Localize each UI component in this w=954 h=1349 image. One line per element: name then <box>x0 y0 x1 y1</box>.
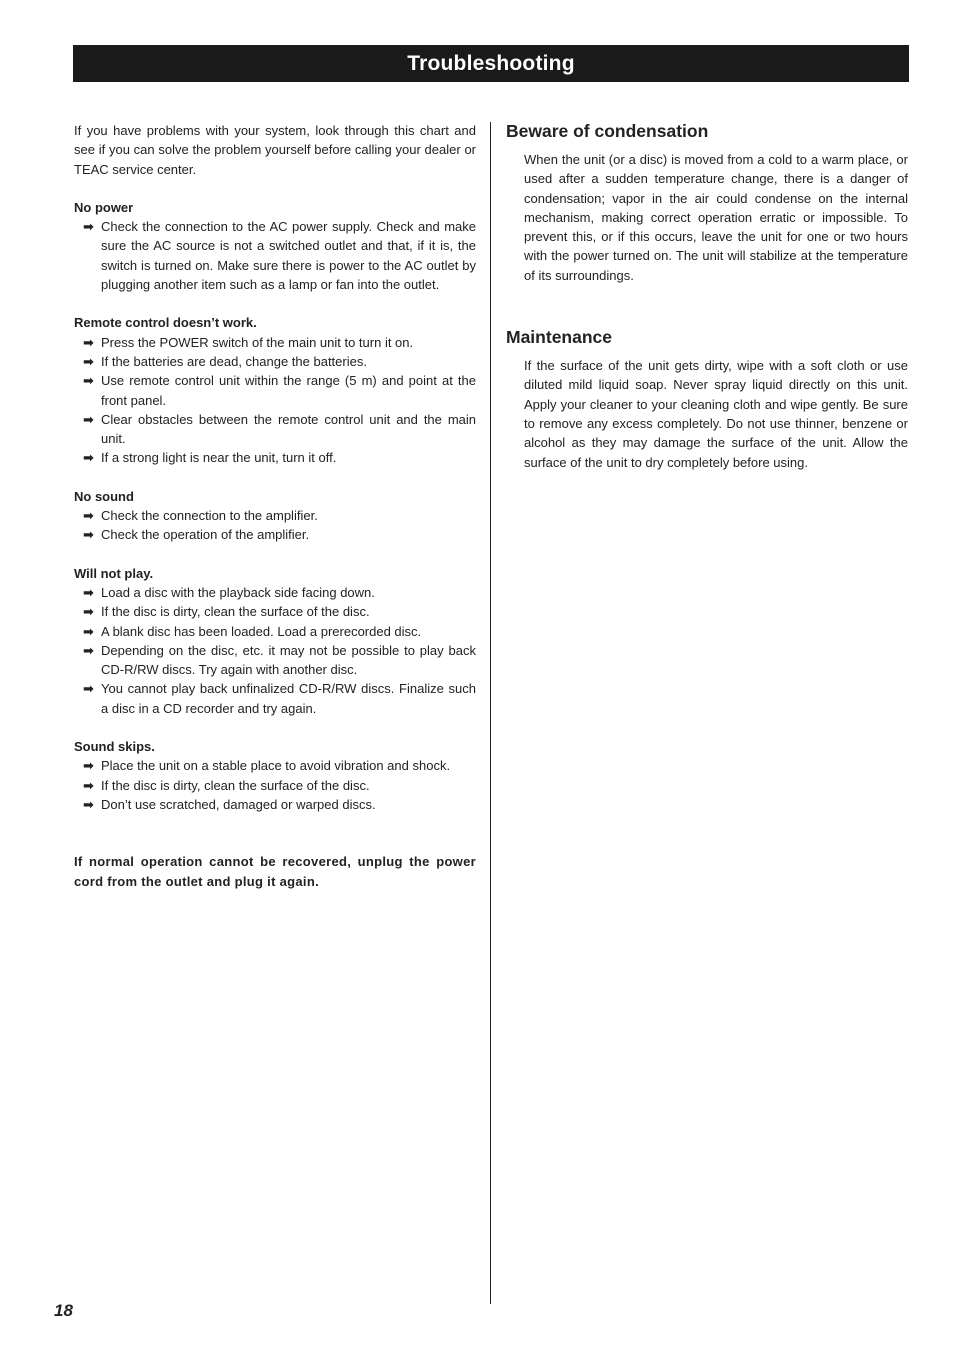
section-condensation <box>506 119 908 285</box>
arrow-right-icon: ➡ <box>83 450 94 466</box>
section-heading: Maintenance <box>506 327 612 348</box>
section-sound-skips <box>74 737 476 814</box>
section-maintenance <box>506 325 908 472</box>
care-column <box>506 119 908 512</box>
page-title-bar <box>73 45 909 82</box>
list-item: ➡ If the disc is dirty, clean the surface of the disc. <box>74 602 476 621</box>
list-item: ➡ Place the unit on a stable place to avoid vibration and shock. <box>74 756 476 775</box>
section-title: Will not play. <box>74 565 154 581</box>
list-item: ➡ Load a disc with the playback side facing down. <box>74 583 476 602</box>
list-item: ➡ Check the connection to the AC power supply. Check and make sure the AC source is not a switched outlet and that, if it is, the switch is turned on. Make sure there is power to the AC outlet by plugging another item such as a lamp or fan into the outlet. <box>83 219 476 293</box>
section-body: If the surface of the unit gets dirty, wipe with a soft cloth or use diluted mild liquid soap. Never spray liquid directly on this unit. Apply your cleaner to your cleaning cloth and wipe gently. Be sure to remove any excess completely. Do not use thinner, benzene or alcohol as they may damage the surface of the unit. Allow the surface of the unit to dry completely before using. <box>524 358 908 470</box>
intro-paragraph: If you have problems with your system, look through this chart and see if you can solve the problem yourself before calling your dealer or TEAC service center. <box>74 123 476 177</box>
arrow-right-icon: ➡ <box>83 373 94 389</box>
arrow-right-icon: ➡ <box>83 219 94 235</box>
arrow-right-icon: ➡ <box>83 681 94 697</box>
section-will-not-play <box>74 564 476 718</box>
arrow-right-icon: ➡ <box>83 353 94 369</box>
section-no-power <box>74 198 476 294</box>
arrow-right-icon: ➡ <box>83 527 94 543</box>
arrow-right-icon: ➡ <box>83 604 94 620</box>
list-item: ➡ If the batteries are dead, change the batteries. <box>74 352 476 371</box>
section-title: Remote control doesn’t work. <box>74 315 257 331</box>
arrow-right-icon: ➡ <box>83 411 94 427</box>
section-heading: Beware of condensation <box>506 121 709 141</box>
list-item: ➡ Use remote control unit within the range (5 m) and point at the front panel. <box>83 373 476 408</box>
list-item: ➡ A blank disc has been loaded. Load a prerecorded disc. <box>74 622 476 641</box>
list-item: ➡ If the disc is dirty, clean the surface of the disc. <box>74 776 476 795</box>
list-item: ➡ Check the connection to the amplifier. <box>74 506 476 525</box>
section-title: Sound skips. <box>74 739 155 755</box>
list-item: ➡ You cannot play back unfinalized CD-R/RW discs. Finalize such a disc in a CD recorder and try again. <box>83 681 476 716</box>
list-item: ➡ If a strong light is near the unit, turn it off. <box>74 448 476 467</box>
section-no-sound <box>74 487 476 545</box>
arrow-right-icon: ➡ <box>83 584 94 600</box>
recovery-warning: If normal operation cannot be recovered, unplug the power cord from the outlet and plug it again. <box>74 854 476 889</box>
list-item: ➡ Don’t use scratched, damaged or warped discs. <box>74 795 476 814</box>
list-item: ➡ Depending on the disc, etc. it may not be possible to play back CD-R/RW discs. Try again with another disc. <box>83 642 476 678</box>
section-body: When the unit (or a disc) is moved from a cold to a warm place, or used after a sudden temperature change, there is a danger of condensation; vapor in the air could condense on the internal mechanism, making correct operation erratic or impossible. To prevent this, or if this occurs, leave the unit for one or two hours with the power turned on. The unit will stabilize at the temperature of its surroundings. <box>524 152 908 283</box>
section-title: No sound <box>74 488 134 504</box>
arrow-right-icon: ➡ <box>83 796 94 812</box>
arrow-right-icon: ➡ <box>83 623 94 639</box>
arrow-right-icon: ➡ <box>83 508 94 524</box>
section-remote-control <box>74 313 476 467</box>
arrow-right-icon: ➡ <box>83 777 94 793</box>
arrow-right-icon: ➡ <box>83 642 94 658</box>
troubleshooting-column <box>74 121 476 891</box>
page-number: 18 <box>54 1301 73 1320</box>
arrow-right-icon: ➡ <box>83 758 94 774</box>
section-title: No power <box>74 199 134 215</box>
list-item: ➡ Press the POWER switch of the main unit to turn it on. <box>74 333 476 352</box>
page-title: Troubleshooting <box>407 51 575 75</box>
arrow-right-icon: ➡ <box>83 334 94 350</box>
list-item: ➡ Clear obstacles between the remote control unit and the main unit. <box>83 411 476 447</box>
column-divider <box>490 122 491 1304</box>
list-item: ➡ Check the operation of the amplifier. <box>74 525 476 544</box>
